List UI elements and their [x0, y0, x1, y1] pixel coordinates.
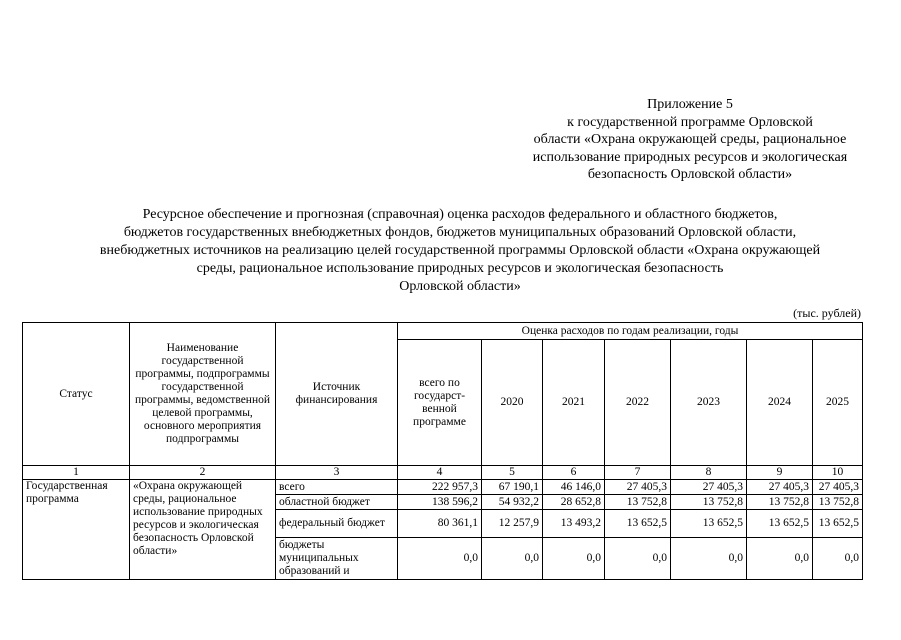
header-year: 2025: [813, 340, 863, 466]
value-cell: 0,0: [543, 538, 605, 580]
value-cell: 13 752,8: [747, 495, 813, 510]
title-line: среды, рациональное использование природных ресурсов и экологическая безопасность: [196, 261, 724, 276]
title-line: Орловской области»: [399, 279, 521, 294]
column-number: 10: [813, 466, 863, 480]
unit-label: (тыс. рублей): [793, 306, 861, 320]
source-cell: федеральный бюджет: [276, 510, 398, 538]
value-cell: 13 752,8: [813, 495, 863, 510]
header-year: 2021: [543, 340, 605, 466]
value-cell: 0,0: [605, 538, 671, 580]
value-cell: 0,0: [747, 538, 813, 580]
annex-line: области «Охрана окружающей среды, рациональное: [533, 132, 847, 147]
value-cell: 13 652,5: [747, 510, 813, 538]
budget-table: [22, 322, 863, 580]
value-cell: 13 493,2: [543, 510, 605, 538]
document-title: [60, 206, 860, 296]
header-year: 2022: [605, 340, 671, 466]
value-cell: 27 405,3: [747, 480, 813, 495]
table-row: [23, 480, 863, 495]
value-cell: 13 652,5: [605, 510, 671, 538]
value-cell: 27 405,3: [813, 480, 863, 495]
header-year: 2024: [747, 340, 813, 466]
header-source: Источник финансирования: [276, 323, 398, 466]
value-cell: 0,0: [398, 538, 482, 580]
value-cell: 222 957,3: [398, 480, 482, 495]
value-cell: 27 405,3: [671, 480, 747, 495]
annex-line: Приложение 5: [647, 97, 733, 112]
value-cell: 0,0: [813, 538, 863, 580]
column-number: 2: [130, 466, 276, 480]
header-year: 2023: [671, 340, 747, 466]
column-number: 3: [276, 466, 398, 480]
program-name-cell: «Охрана окружающей среды, рациональное использование природных ресурсов и экологическая безопасность Орловской области»: [130, 480, 276, 580]
source-cell: бюджеты муниципальных образований и: [276, 538, 398, 580]
value-cell: 13 752,8: [605, 495, 671, 510]
annex-line: безопасность Орловской области»: [587, 167, 793, 182]
annex-line: к государственной программе Орловской: [567, 114, 813, 130]
header-status: Статус: [23, 323, 130, 466]
column-number: 5: [482, 466, 543, 480]
value-cell: 138 596,2: [398, 495, 482, 510]
header-name: Наименование государственной программы, подпрограммы государственной программы, ведомственной целевой программы, основного мероприятия подпрограммы: [130, 323, 276, 466]
value-cell: 0,0: [671, 538, 747, 580]
column-number: 6: [543, 466, 605, 480]
annex-heading: [520, 96, 860, 184]
value-cell: 67 190,1: [482, 480, 543, 495]
column-number: 7: [605, 466, 671, 480]
source-cell: всего: [276, 480, 398, 495]
title-line: внебюджетных источников на реализацию целей государственной программы Орловской области «Охрана окружающей: [99, 243, 821, 258]
value-cell: 0,0: [482, 538, 543, 580]
title-line: бюджетов государственных внебюджетных фондов, бюджетов муниципальных образований Орловской области,: [123, 225, 797, 240]
annex-line: использование природных ресурсов и экологическая: [532, 149, 848, 165]
header-year: 2020: [482, 340, 543, 466]
column-number: 4: [398, 466, 482, 480]
value-cell: 54 932,2: [482, 495, 543, 510]
value-cell: 13 652,5: [813, 510, 863, 538]
header-total: всего по государст-венной программе: [398, 340, 482, 466]
value-cell: 46 146,0: [543, 480, 605, 495]
column-number: 8: [671, 466, 747, 480]
column-number: 9: [747, 466, 813, 480]
column-number: 1: [23, 466, 130, 480]
value-cell: 80 361,1: [398, 510, 482, 538]
value-cell: 13 752,8: [671, 495, 747, 510]
header-estimate: Оценка расходов по годам реализации, годы: [398, 323, 863, 340]
status-cell: Государственная программа: [23, 480, 130, 580]
title-line: Ресурсное обеспечение и прогнозная (справочная) оценка расходов федерального и областного бюджетов,: [142, 207, 778, 222]
value-cell: 27 405,3: [605, 480, 671, 495]
value-cell: 28 652,8: [543, 495, 605, 510]
source-cell: областной бюджет: [276, 495, 398, 510]
value-cell: 13 652,5: [671, 510, 747, 538]
value-cell: 12 257,9: [482, 510, 543, 538]
